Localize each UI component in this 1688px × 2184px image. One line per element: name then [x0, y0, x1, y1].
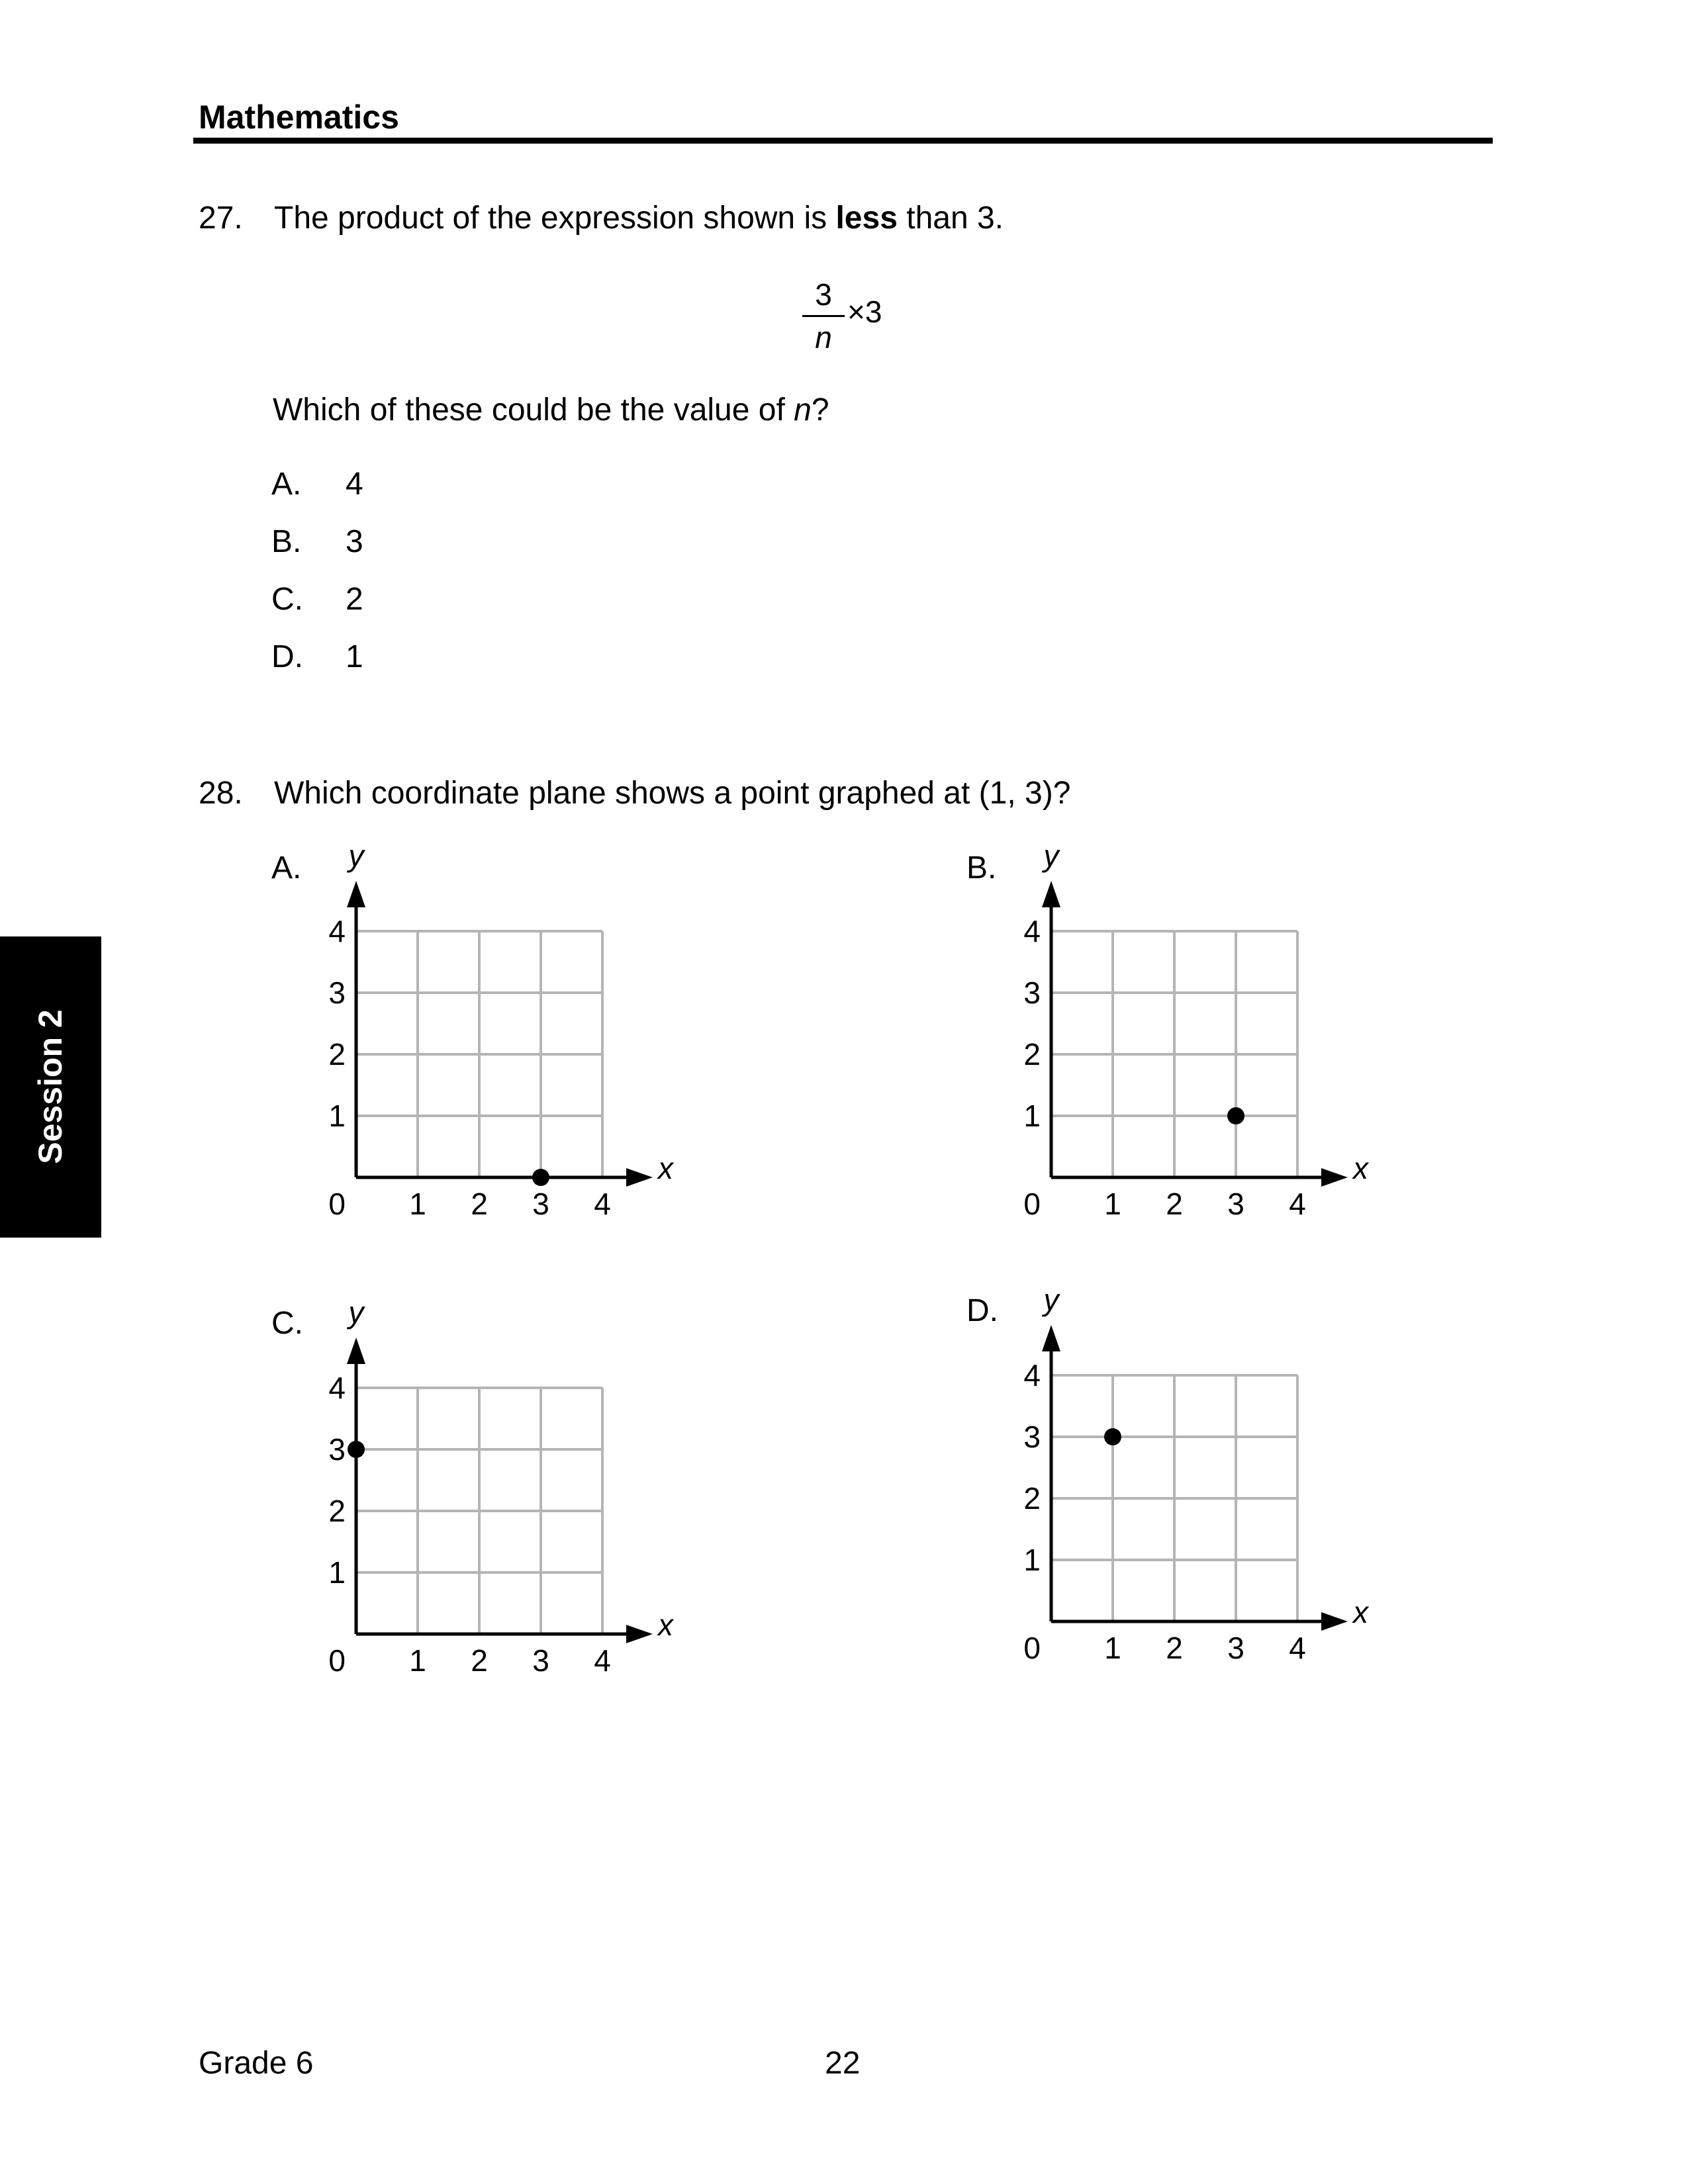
q28-number: 28.	[199, 776, 243, 811]
coordinate-plane-d[interactable]	[1023, 1283, 1370, 1665]
q27-prompt-var: n	[794, 392, 812, 428]
x-tick-label: 2	[471, 1643, 488, 1678]
y-axis-arrow-icon	[347, 1338, 365, 1364]
x-tick-label: 4	[594, 1187, 611, 1221]
coordinate-plane-a[interactable]	[328, 839, 675, 1221]
coordinate-plane-c[interactable]	[328, 1295, 675, 1678]
y-tick-label: 4	[328, 1371, 346, 1405]
q27-number: 27.	[199, 201, 243, 236]
q27-text-after: than 3.	[897, 201, 1004, 236]
y-tick-label: 3	[1023, 976, 1041, 1010]
footer-grade: Grade 6	[199, 2046, 314, 2081]
y-axis-arrow-icon	[347, 881, 365, 907]
y-axis-arrow-icon	[1042, 1325, 1060, 1351]
y-axis-label: y	[1043, 1283, 1059, 1317]
fraction-numerator: 3	[815, 277, 832, 312]
y-tick-label: 1	[1023, 1543, 1041, 1577]
y-tick-label: 1	[328, 1555, 346, 1590]
y-tick-label: 2	[328, 1494, 346, 1528]
y-axis-label: y	[1043, 839, 1059, 873]
y-tick-label: 4	[328, 914, 346, 948]
x-tick-label: 2	[1166, 1187, 1183, 1221]
x-tick-label: 4	[1289, 1187, 1306, 1221]
coordinate-plane-b[interactable]	[1023, 839, 1370, 1221]
q27-text-before: The product of the expression shown is	[274, 201, 836, 236]
option-value: 4	[346, 467, 363, 502]
x-tick-label: 4	[1289, 1631, 1306, 1665]
q28-option-d-letter[interactable]: D.	[966, 1293, 998, 1328]
q28-option-b-letter[interactable]: B.	[966, 850, 997, 886]
plotted-point	[532, 1169, 549, 1186]
option-letter: A.	[271, 467, 302, 502]
x-axis-arrow-icon	[626, 1168, 653, 1187]
x-tick-label: 1	[409, 1187, 426, 1221]
session-tab-label: Session 2	[32, 1009, 69, 1164]
x-axis-label: x	[1353, 1151, 1368, 1185]
option-letter: C.	[271, 582, 303, 617]
q28-option-a-letter[interactable]: A.	[271, 850, 302, 886]
y-tick-label: 2	[1023, 1037, 1041, 1071]
x-tick-label: 1	[409, 1643, 426, 1678]
y-tick-label: 3	[328, 976, 346, 1010]
y-axis-label: y	[348, 839, 364, 873]
plotted-point	[348, 1441, 365, 1458]
option-value: 3	[346, 524, 363, 559]
footer-page-number: 22	[825, 2046, 861, 2081]
y-tick-label: 3	[1023, 1420, 1041, 1454]
q27-prompt-before: Which of these could be the value of	[273, 392, 794, 428]
x-tick-label: 2	[471, 1187, 488, 1221]
x-tick-label: 1	[1104, 1187, 1121, 1221]
x-axis-arrow-icon	[626, 1625, 653, 1643]
y-tick-label: 4	[1023, 1358, 1041, 1392]
q28-question-text: Which coordinate plane shows a point graphed at (1, 3)?	[274, 776, 1071, 811]
page-header-title: Mathematics	[199, 99, 399, 136]
x-tick-label: 3	[1227, 1631, 1244, 1665]
y-tick-label: 1	[1023, 1099, 1041, 1133]
origin-label: 0	[328, 1187, 346, 1221]
session-tab	[0, 936, 101, 1238]
origin-label: 0	[1023, 1187, 1041, 1221]
y-axis-label: y	[348, 1295, 364, 1330]
x-tick-label: 4	[594, 1643, 611, 1678]
origin-label: 0	[328, 1643, 346, 1678]
y-tick-label: 3	[328, 1432, 346, 1467]
y-tick-label: 2	[328, 1037, 346, 1071]
option-value: 2	[346, 582, 363, 617]
x-axis-arrow-icon	[1321, 1612, 1348, 1631]
x-tick-label: 2	[1166, 1631, 1183, 1665]
option-value: 1	[346, 639, 363, 674]
y-tick-label: 1	[328, 1099, 346, 1133]
x-tick-label: 3	[1227, 1187, 1244, 1221]
x-axis-label: x	[658, 1608, 673, 1642]
option-letter: B.	[271, 524, 302, 559]
x-tick-label: 3	[532, 1643, 549, 1678]
q27-text-bold: less	[835, 201, 898, 236]
x-tick-label: 1	[1104, 1631, 1121, 1665]
plotted-point	[1227, 1107, 1244, 1124]
x-axis-label: x	[658, 1151, 673, 1185]
plotted-point	[1104, 1428, 1121, 1445]
y-axis-arrow-icon	[1042, 881, 1060, 907]
fraction-denominator: n	[815, 320, 832, 355]
x-tick-label: 3	[532, 1187, 549, 1221]
q28-option-c-letter[interactable]: C.	[271, 1306, 303, 1341]
x-axis-arrow-icon	[1321, 1168, 1348, 1187]
y-tick-label: 2	[1023, 1481, 1041, 1516]
q27-prompt-after: ?	[811, 392, 829, 428]
y-tick-label: 4	[1023, 914, 1041, 948]
q27-times-factor: ×3	[847, 295, 882, 329]
option-letter: D.	[271, 639, 303, 674]
x-axis-label: x	[1353, 1595, 1368, 1629]
origin-label: 0	[1023, 1631, 1041, 1665]
